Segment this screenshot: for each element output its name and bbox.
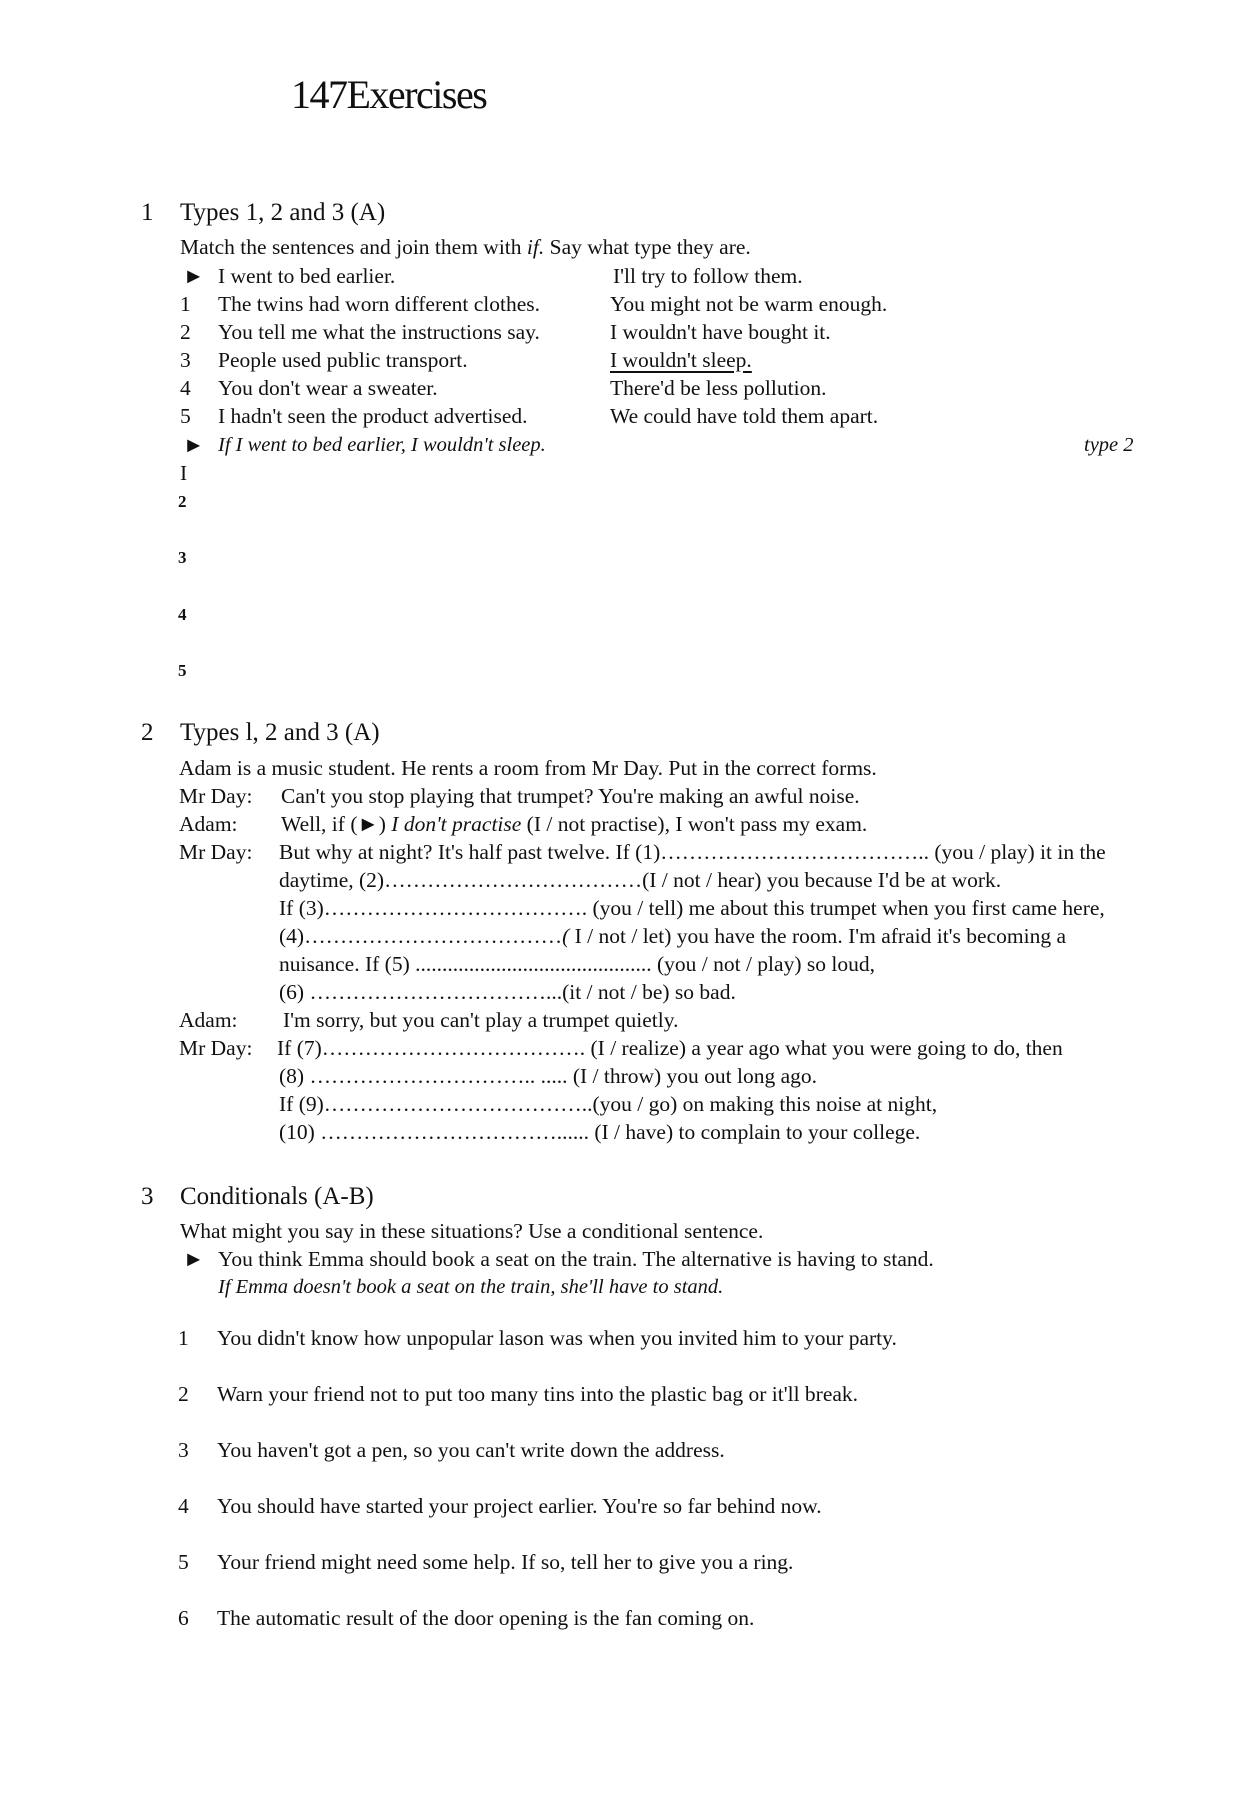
dialogue-line: (6) ……………………………...(it / not / be) so bad. (279, 980, 736, 1004)
dialogue-line: nuisance. If (5) ............................................ (you / not / play) so loud, (279, 952, 875, 976)
instruction-text: Match the sentences and join them with (180, 235, 527, 259)
speaker: Mr Day: (179, 784, 253, 808)
answer-label: 3 (178, 548, 187, 567)
left-sentence: People used public transport. (218, 348, 468, 372)
answer-label: 5 (178, 661, 187, 680)
row-marker: 3 (180, 348, 191, 372)
dialogue-text: ( (562, 924, 570, 948)
item-number: 5 (178, 1550, 189, 1574)
dialogue-line: If (3)………………………………. (you / tell) me about this trumpet when you first came here, (279, 896, 1105, 920)
example-answer: If Emma doesn't book a seat on the train, she'll have to stand. (218, 1276, 724, 1298)
example-situation: You think Emma should book a seat on the train. The alternative is having to stand. (218, 1247, 934, 1271)
item-number: 4 (178, 1494, 189, 1518)
item-number: 6 (178, 1606, 189, 1630)
dialogue-line: But why at night? It's half past twelve. If (1)……………………………….. (you / play) it in the (279, 840, 1106, 864)
dialogue-line (279, 926, 1066, 948)
speaker: Mr Day: (179, 1036, 253, 1060)
left-sentence: I went to bed earlier. (218, 264, 396, 288)
dialogue-line (281, 814, 867, 836)
speaker: Mr Day: (179, 840, 253, 864)
answer-label: 4 (178, 605, 187, 624)
answer-label: 2 (178, 492, 187, 511)
left-sentence: I hadn't seen the product advertised. (218, 404, 528, 428)
dialogue-line: (10) ……………………………...... (I / have) to complain to your college. (279, 1120, 921, 1144)
page-title: 147Exercises (291, 72, 487, 117)
speaker: Adam: (179, 1008, 238, 1032)
section-instruction (180, 237, 751, 259)
section-title: Types l, 2 and 3 (A) (180, 719, 380, 746)
section-instruction: What might you say in these situations? Use a conditional sentence. (180, 1219, 764, 1243)
item-number: 2 (178, 1382, 189, 1406)
row-marker: 1 (180, 292, 191, 316)
item-number: 3 (178, 1438, 189, 1462)
row-marker: 5 (180, 404, 191, 428)
dialogue-line: If (7)………………………………. (I / realize) a year ago what you were going to do, then (277, 1036, 1063, 1060)
left-sentence: You tell me what the instructions say. (218, 320, 540, 344)
right-sentence: We could have told them apart. (610, 404, 879, 428)
right-sentence-underlined: I wouldn't sleep. (610, 348, 752, 372)
item-text: Your friend might need some help. If so, tell her to give you a ring. (217, 1550, 794, 1574)
example-marker: ► (183, 433, 205, 457)
right-sentence: I'll try to follow them. (613, 264, 803, 288)
section-title: Types 1, 2 and 3 (A) (180, 199, 386, 226)
example-answer: I don't practise (391, 812, 522, 836)
answer-label: I (180, 461, 188, 485)
section-number: 2 (141, 719, 154, 746)
section-title: Conditionals (A-B) (180, 1183, 374, 1210)
dialogue-line: daytime, (2)………………………………(I / not / hear) you because I'd be at work. (279, 868, 1002, 892)
dialogue-line: If (9)………………………………..(you / go) on making this noise at night, (279, 1092, 938, 1116)
example-answer: If I went to bed earlier, I wouldn't sleep. (218, 434, 546, 456)
left-sentence: The twins had worn different clothes. (218, 292, 541, 316)
example-type: type 2 (1084, 434, 1134, 456)
row-marker: ► (183, 264, 205, 288)
item-number: 1 (178, 1326, 189, 1350)
right-sentence: You might not be warm enough. (610, 292, 888, 316)
item-text: Warn your friend not to put too many tins into the plastic bag or it'll break. (217, 1382, 859, 1406)
right-sentence: There'd be less pollution. (610, 376, 827, 400)
speaker: Adam: (179, 812, 238, 836)
dialogue-line: Can't you stop playing that trumpet? You're making an awful noise. (281, 784, 860, 808)
dialogue-text: Well, if (►) (281, 812, 392, 836)
example-marker: ► (183, 1247, 205, 1271)
left-sentence: You don't wear a sweater. (218, 376, 438, 400)
item-text: You haven't got a pen, so you can't write down the address. (217, 1438, 725, 1462)
section-number: 3 (141, 1183, 154, 1210)
dialogue-text: (4)……………………………… (279, 924, 563, 948)
section-intro: Adam is a music student. He rents a room from Mr Day. Put in the correct forms. (179, 756, 877, 780)
right-sentence: I wouldn't have bought it. (610, 320, 831, 344)
instruction-text-end: Say what type they are. (544, 235, 751, 259)
instruction-if: if. (526, 235, 545, 259)
item-text: The automatic result of the door opening is the fan coming on. (217, 1606, 755, 1630)
dialogue-text: (I / not practise), I won't pass my exam. (521, 812, 868, 836)
item-text: You should have started your project earlier. You're so far behind now. (217, 1494, 822, 1518)
section-number: 1 (141, 199, 154, 226)
row-marker: 2 (180, 320, 191, 344)
row-marker: 4 (180, 376, 191, 400)
item-text: You didn't know how unpopular lason was when you invited him to your party. (217, 1326, 897, 1350)
dialogue-text: I / not / let) you have the room. I'm afraid it's becoming a (569, 924, 1066, 948)
dialogue-line: (8) ………………………….. ..... (I / throw) you out long ago. (279, 1064, 818, 1088)
dialogue-line: I'm sorry, but you can't play a trumpet quietly. (283, 1008, 679, 1032)
